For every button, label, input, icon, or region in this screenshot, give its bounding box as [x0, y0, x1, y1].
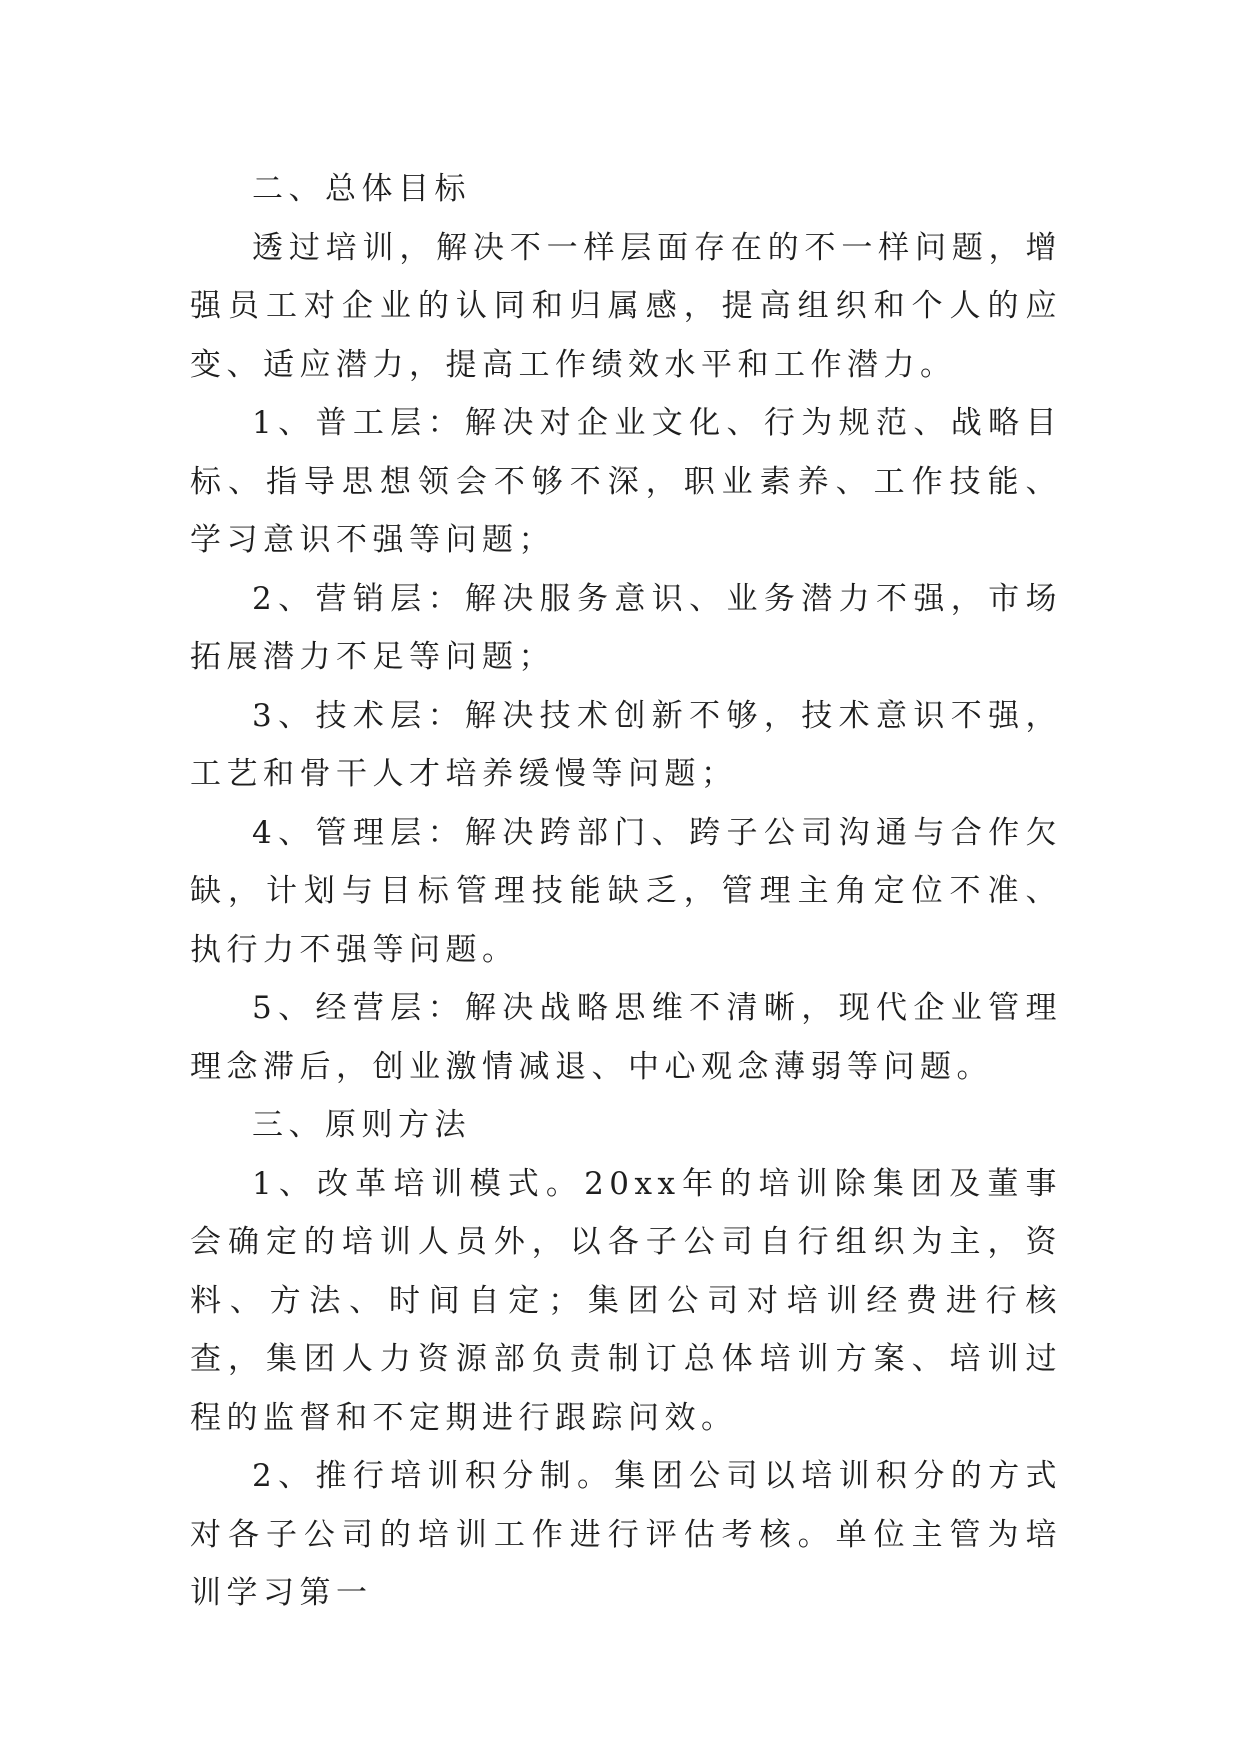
- list-item-management: 4、管理层：解决跨部门、跨子公司沟通与合作欠缺，计划与目标管理技能缺乏，管理主角定位不准、执行力不强等问题。: [190, 814, 1062, 968]
- section-heading-overall-goals: 二、总体目标: [252, 171, 471, 207]
- section-heading-principles-methods: 三、原则方法: [252, 1107, 471, 1143]
- list-item-executive: 5、经营层：解决战略思维不清晰，现代企业管理理念滞后，创业激情减退、中心观念薄弱等问题。: [190, 990, 1062, 1085]
- list-item-technical: 3、技术层：解决技术创新不够，技术意识不强，工艺和骨干人才培养缓慢等问题；: [190, 697, 1062, 792]
- paragraph-overall-goals-intro: 透过培训，解决不一样层面存在的不一样问题，增强员工对企业的认同和归属感，提高组织和个人的应变、适应潜力，提高工作绩效水平和工作潜力。: [190, 229, 1062, 383]
- document-body: [190, 160, 1062, 1623]
- list-item-general-workers: 1、普工层：解决对企业文化、行为规范、战略目标、指导思想领会不够不深，职业素养、工作技能、学习意识不强等问题；: [190, 405, 1062, 558]
- list-item-reform-training-mode: 1、改革培训模式。20xx年的培训除集团及董事会确定的培训人员外，以各子公司自行组织为主，资料、方法、时间自定；集团公司对培训经费进行核查，集团人力资源部负责制订总体培训方案、培训过程的监督和不定期进行跟踪问效。: [190, 1165, 1062, 1436]
- list-item-marketing: 2、营销层：解决服务意识、业务潜力不强，市场拓展潜力不足等问题；: [190, 580, 1062, 675]
- list-item-training-points-system: 2、推行培训积分制。集团公司以培训积分的方式对各子公司的培训工作进行评估考核。单位主管为培训学习第一: [190, 1458, 1062, 1611]
